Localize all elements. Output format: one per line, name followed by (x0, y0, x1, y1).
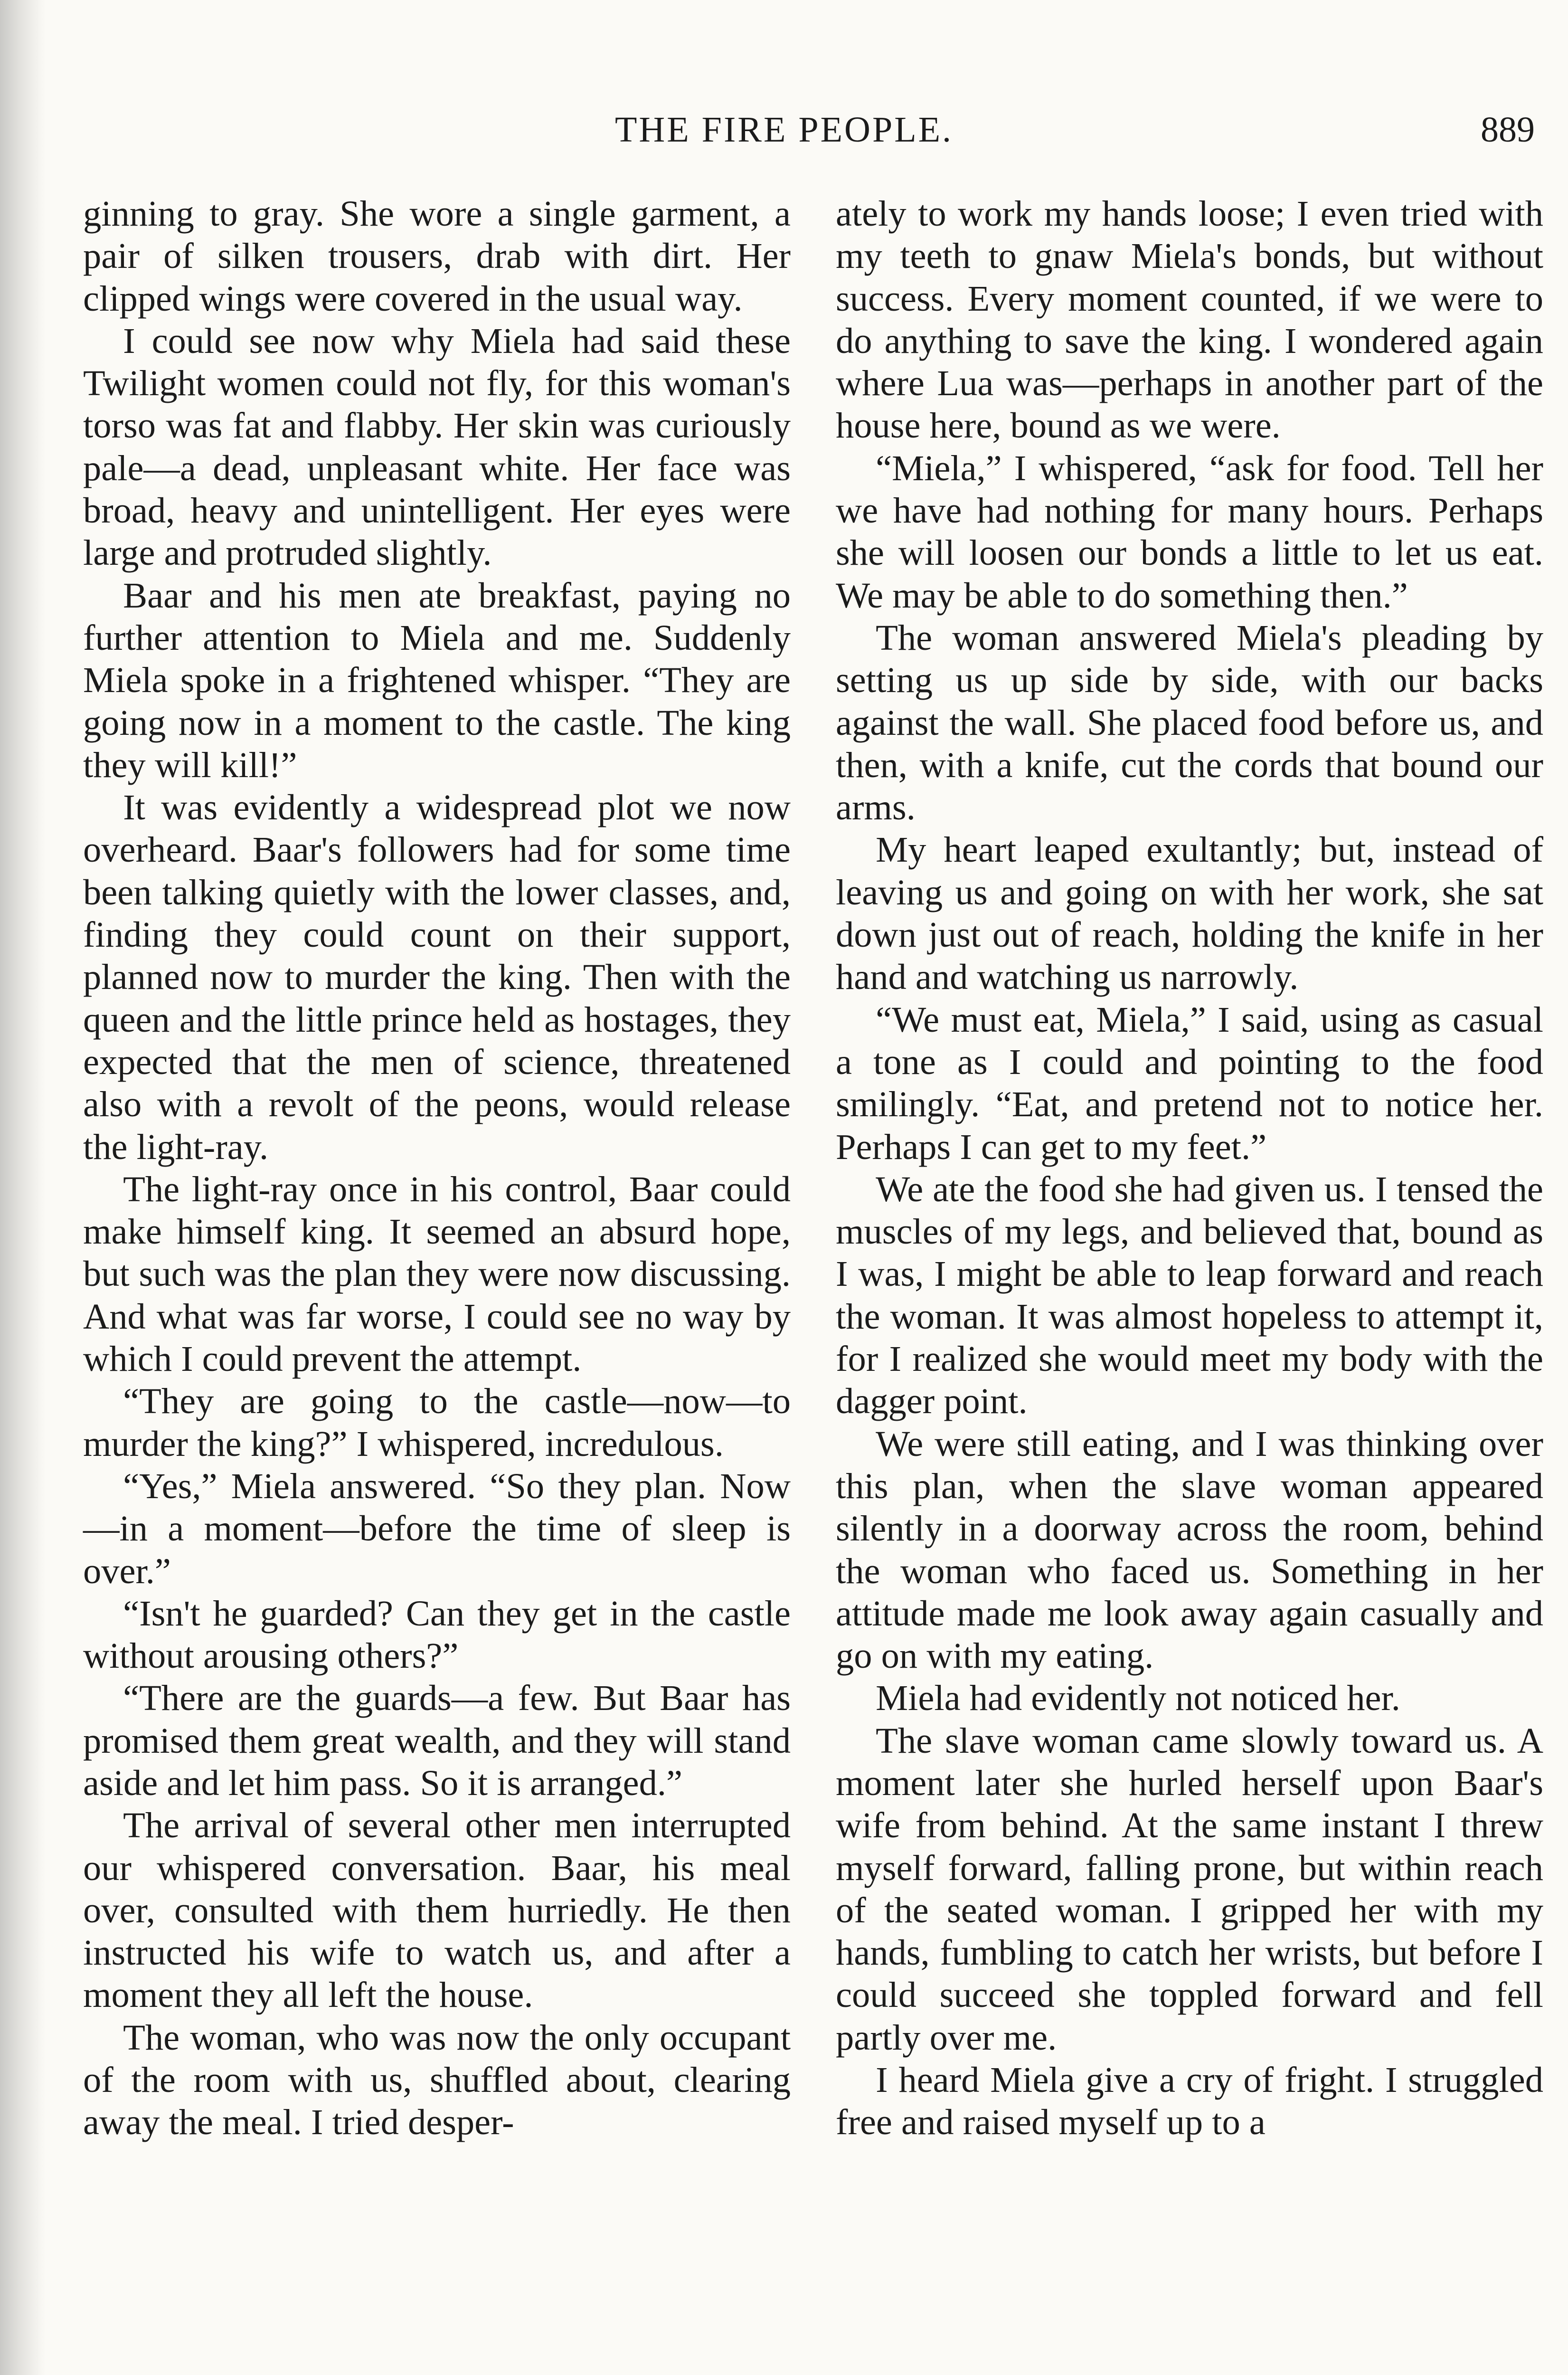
paragraph: The slave woman came slowly toward us. A moment later she hurled herself upon Baar's wife from behind. At the same instant I threw myself forward, falling prone, but within reach of the seated woman. I gripped her with my hands, fumbling to catch her wrists, but before I could succeed she toppled forward and fell partly over me. (836, 1720, 1543, 2058)
page-number: 889 (1481, 110, 1535, 150)
running-title: THE FIRE PEOPLE. (614, 110, 954, 150)
paragraph: The woman, who was now the only occupant of the room with us, shuffled about, clearing away the meal. I tried desper- (83, 2017, 791, 2143)
paragraph: Miela had evidently not noticed her. (876, 1678, 1400, 1719)
paragraph: We were still eating, and I was thinking over this plan, when the slave woman appeared silently in a doorway across the room, behind the woman who faced us. Something in her attitude made me look away again casually and go on with my eating. (836, 1423, 1543, 1676)
paragraph: “There are the guards—a few. But Baar has promised them great wealth, and they will stand aside and let him pass. So it is arranged.” (83, 1678, 791, 1803)
paragraph: ginning to gray. She wore a single garment, a pair of silken trousers, drab with dirt. Her clipped wings were covered in the usual way. (83, 193, 791, 319)
paragraph: Baar and his men ate breakfast, paying no further attention to Miela and me. Suddenly Miela spoke in a frightened whisper. “They are going now in a moment to the castle. The king they will kill!” (83, 575, 791, 785)
running-head (0, 104, 1568, 156)
paragraph: “They are going to the castle—now—to murder the king?” I whispered, incredulous. (83, 1381, 791, 1464)
paragraph: “We must eat, Miela,” I said, using as casual a tone as I could and pointing to the food smilingly. “Eat, and pretend not to notice her. Perhaps I can get to my feet.” (836, 999, 1543, 1167)
paragraph: I heard Miela give a cry of fright. I struggled free and raised myself up to a (836, 2060, 1543, 2143)
paragraph: The light-ray once in his control, Baar could make himself king. It seemed an absurd hope, but such was the plan they were now discussing. And what was far worse, I could see no way by which I could prevent the attempt. (83, 1168, 791, 1379)
paragraph: My heart leaped exultantly; but, instead of leaving us and going on with her work, she sat down just out of reach, holding the knife in her hand and watching us narrowly. (836, 829, 1543, 998)
paragraph: The arrival of several other men interrupted our whispered conversation. Baar, his meal over, consulted with them hurriedly. He then instructed his wife to watch us, and after a moment they all left the house. (83, 1805, 791, 2015)
paragraph: “Miela,” I whispered, “ask for food. Tell her we have had nothing for many hours. Perhaps she will loosen our bonds a little to let us eat. We may be able to do something then.” (836, 447, 1543, 616)
paragraph: ately to work my hands loose; I even tried with my teeth to gnaw Miela's bonds, but without success. Every moment counted, if we were to do anything to save the king. I wondered again where Lua was—perhaps in another part of the house here, bound as we were. (836, 193, 1543, 446)
left-column (83, 192, 791, 2375)
paragraph: “Yes,” Miela answered. “So they plan. Now—in a moment—before the time of sleep is over.” (83, 1465, 791, 1591)
paragraph: The woman answered Miela's pleading by setting us up side by side, with our backs against the wall. She placed food before us, and then, with a knife, cut the cords that bound our arms. (836, 617, 1543, 828)
right-column (836, 192, 1543, 2375)
paragraph: I could see now why Miela had said these Twilight women could not fly, for this woman's torso was fat and flabby. Her skin was curiously pale—a dead, unpleasant white. Her face was broad, heavy and unintelligent. Her eyes were large and protruded slightly. (83, 320, 791, 573)
paragraph: “Isn't he guarded? Can they get in the castle without arousing others?” (83, 1593, 791, 1676)
page-binding-shadow (0, 0, 45, 2375)
paragraph: We ate the food she had given us. I tensed the muscles of my legs, and believed that, bound as I was, I might be able to leap forward and reach the woman. It was almost hopeless to attempt it, for I realized she would meet my body with the dagger point. (836, 1168, 1543, 1422)
paragraph: It was evidently a widespread plot we now overheard. Baar's followers had for some time been talking quietly with the lower classes, and, finding they could count on their support, planned now to murder the king. Then with the queen and the little prince held as hostages, they expected that the men of science, threatened also with a revolt of the peons, would release the light-ray. (83, 787, 791, 1167)
